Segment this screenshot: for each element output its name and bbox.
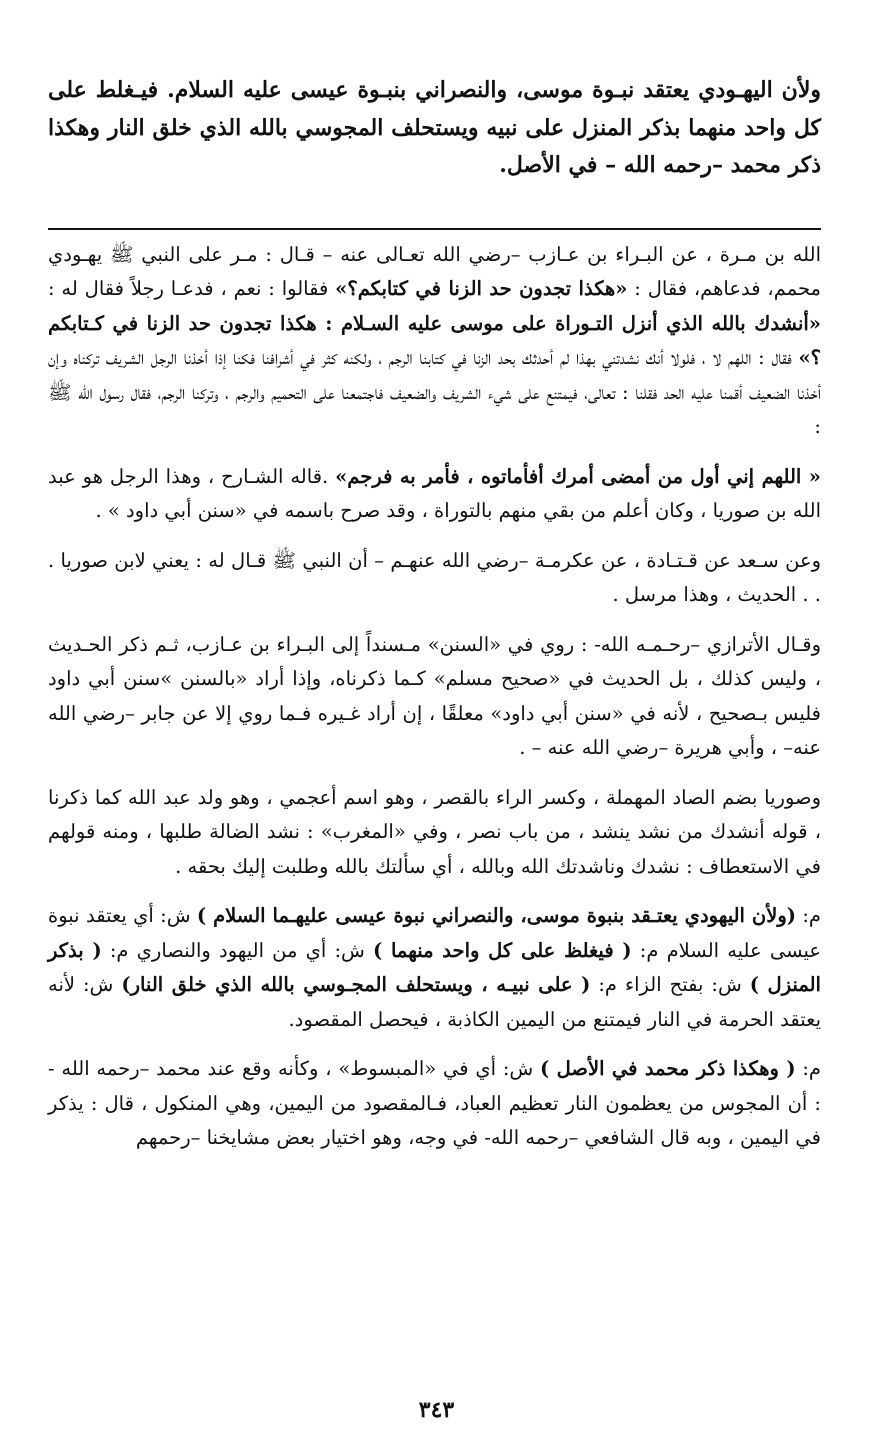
- commentary-paragraph: وصوريا بضم الصاد المهملة ، وكسر الراء بالقصر ، وهو اسم أعجمي ، وهو ولد عبد الله كما ذكرنا ، قوله أنشدك من نشد ينشد ، من باب نصر ، وفي «المغرب» : نشد الضالة طلبها ، ومنه قولهم في الاستعطاف : نشدك وناشدتك الله وبالله ، أي سألتك بالله وطلبت إليك بحقه .: [48, 785, 821, 878]
- commentary-paragraph: م: (ولأن اليهودي يعتـقد بنبوة موسى، والنصراني نبوة عيسى عليهـما السلام ) ش: أي يعتقد نبوة عيسى عليه السلام م: ( فيغلظ على كل واحد منهما ) ش: أي من اليهود والنصاري م: ( بذكر المنزل ) ش: بفتح الزاء م: ( على نبيـه ، ويستحلف المجـوسي بالله الذي خلق النار) ش: لأنه يعتقد الحرمة في النار فيمتنع من اليمين الكاذبة ، فيحصل المقصود.: [48, 904, 821, 1031]
- commentary-paragraph: « اللهم إني أول من أمضى أمرك أفأماتوه ، فأمر به فرجم» .قاله الشـارح ، وهذا الرجل هو عبد الله بن صوريا ، وكان أعلم من بقي منهم بالتوراة ، وقد صرح باسمه في «سنن أبي داود » .: [48, 464, 821, 522]
- commentary-paragraph: الله بن مـرة ، عن البـراء بن عـازب –رضي الله تعـالى عنه – قـال : مـر على النبي ﷺ يهـودي محمم، فدعاهم، فقال : «هكذا تجدون حد الزنا في كتابكم؟» فقالوا : نعم ، فدعـا رجلاً فقال له : «أنشدك بالله الذي أنزل التـوراة على موسى عليه السـلام : هكذا تجدون حد الزنا في كـتابكم ؟» فقال : اللهم لا ، فلولا أنك نشدتني بهذا لم أحدثك بحد الزنا في كتابنا الرجم ، ولكنه كثر في أشرافنا فكنا إذا أخذنا الرجل الشريف تركناه وإن أخذنا الضعيف أقمنا عليه الحد فقلنا : تعالى، فيمتنع على شيء الشريف والضعيف فاجتمعنا على التحميم والرجم ، وتركنا الرجم، فقال رسول الله ﷺ :: [48, 242, 821, 438]
- commentary-paragraph: وعن سـعد عن قـتـادة ، عن عكرمـة –رضي الله عنهـم – أن النبي ﷺ قـال له : يعني لابن صوريا . . . الحديث ، وهذا مرسل .: [48, 548, 821, 606]
- separator-rule: [48, 228, 821, 230]
- main-text: [48, 72, 821, 185]
- page-number: ٣٤٣: [418, 1397, 455, 1423]
- book-page: [0, 72, 873, 1443]
- commentary: [48, 238, 821, 1156]
- main-text-paragraph: ولأن اليهـودي يعتقد نبـوة موسى، والنصراني بنبـوة عيسى عليه السلام. فيـغلط على كل واحد منهما بذكر المنزل على نبيه ويستحلف المجوسي بالله الذي خلق النار وهكذا ذكر محمد –رحمه الله – في الأصل.: [48, 77, 821, 178]
- commentary-paragraph: م: ( وهكذا ذكر محمد في الأصل ) ش: أي في «المبسوط» ، وكأنه وقع عند محمد –رحمه الله - : أن المجوس من يعظمون النار تعظيم العباد، فـالمقصود من اليمين، وهي المنكول ، قال : يذكر في اليمين ، وبه قال الشافعي –رحمه الله- في وجه، وهو اختيار بعض مشايخنا –رحمهم: [48, 1057, 822, 1149]
- commentary-paragraph: وقـال الأترازي –رحـمـه الله- : روي في «السنن» مـسنداً إلى البـراء بن عـازب، ثـم ذكر الحـديث ، وليس كذلك ، بل الحديث في «صحيح مسلم» كـما ذكرناه، وإذا أراد «بالسنن »سنن أبي داود فليس بـصحيح ، لأنه في «سنن أبي داود» معلقًا ، إن أراد غـيره فـما روي إلا عن جابر –رضي الله عنه– ، وأبي هريرة –رضي الله عنه – .: [48, 632, 821, 759]
